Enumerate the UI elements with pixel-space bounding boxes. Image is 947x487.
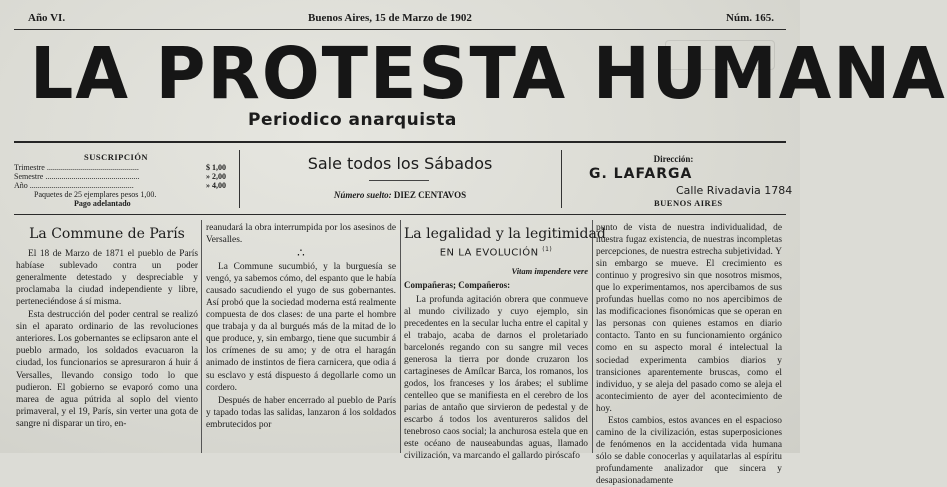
info-band: [14, 146, 793, 212]
direction-box: [561, 146, 793, 212]
column-rule: [592, 220, 593, 453]
direction-street: Calle Rivadavia 1784: [676, 184, 793, 197]
sale-rule: [369, 180, 429, 181]
subscription-price: » 4,00: [206, 181, 226, 190]
issue-year: Año VI.: [28, 12, 66, 24]
footnote-mark: (1): [542, 246, 553, 254]
column-rule: [400, 220, 401, 453]
article-title: La legalidad y la legitimidad: [404, 226, 606, 242]
article-subtitle-text: EN LA EVOLUCIÓN: [439, 247, 539, 259]
issue-number: Núm. 165.: [726, 12, 774, 24]
direction-city: BUENOS AIRES: [654, 198, 723, 208]
subscription-title: SUSCRIPCIÓN: [84, 152, 149, 162]
subscription-box: [14, 146, 239, 212]
article-title: La Commune de París: [29, 226, 185, 242]
column-2: [206, 222, 396, 453]
direction-name: G. LAFARGA: [589, 166, 693, 182]
subscription-price: $ 1,00: [206, 163, 226, 172]
column-3: [404, 222, 606, 462]
sale-box: [239, 146, 561, 212]
subscription-note: Paquetes de 25 ejemplares pesos 1,00.: [34, 190, 157, 199]
subscription-price: » 2,00: [206, 172, 226, 181]
article-paragraph: El 18 de Marzo de 1871 el pueblo de París habíase sublevado contra un poder generalmente detestado y despreciable y proclamaba la ciudad independiente y libre, perteneciéndose á sí misma.: [16, 249, 198, 308]
article-subtitle: [404, 244, 588, 259]
direction-title: Dirección:: [653, 154, 694, 164]
section-dots: ∴: [297, 246, 305, 261]
article-paragraph: Después de haber encerrado al pueblo de París y tapado todas las salidas, lanzaron á los soldados embrutecidos por: [206, 395, 396, 430]
masthead-rule: [14, 141, 786, 143]
article-paragraph: La Commune sucumbió, y la burguesía se vengó, ya sabemos cómo, del espanto que le había causado sacudiendo el yugo de sus gobernantes. Así probó que la sociedad moderna está realmente compuesta de dos clases: de una parte el hombre que trabaja y da al burgués más de la mitad de lo que produce, y, sin embargo, tiene que sucumbir á los crímenes de su amo; y de otra el haragán animado de instintos de fiera carnicera, que odia á su esclavo y está dispuesto á degollarle como un cordero.: [206, 262, 396, 393]
subscription-label: Año ....................................................: [14, 181, 134, 190]
subscription-payment: Pago adelantado: [74, 199, 131, 208]
single-issue-amount: DIEZ CENTAVOS: [393, 190, 467, 200]
issue-date: Buenos Aires, 15 de Marzo de 1902: [308, 12, 472, 24]
masthead-subtitle: Periodico anarquista: [248, 110, 457, 130]
single-issue-price: [239, 190, 561, 200]
article-paragraph: punto de vista de nuestra individualidad, de nuestra fugaz existencia, de nuestras incompletas percepciones, de nuestra estrecha subjetividad. Y sin embargo se mueve. El crecimiento es continuo y progresivo sin que nosotros mismos, que lo experimentamos, nos apercibamos de sus profundas huellas como no nos apercibimos de las modificaciones fisonómicas que se operan en las personas con quienes estamos en diario contacto. Tanto en su funcionamiento orgánico como en su aspecto moral é intelectual la sociedad experimenta cambios diarios y transiciones aparentemente bruscas, como el individuo, y se aleja del pasado como se aleja el acontecimiento de ayer del acontecimiento de hoy.: [596, 223, 782, 414]
band-rule: [14, 214, 786, 215]
article-greeting: Compañeras; Compañeros:: [404, 280, 511, 291]
single-issue-label: Número suelto:: [333, 190, 392, 200]
subscription-label: Trimestre ..............................................: [14, 163, 139, 172]
top-rule: [14, 29, 786, 30]
article-motto: Vitam impendere vere: [511, 266, 588, 277]
article-paragraph: Esta destrucción del poder central se realizó sin el aparato ordinario de las revoluciones anteriores. Los gobernantes se eclipsaron ante el pueblo armado, los soldados evacuaron la ciudad, los funcionarios se apresuraron á huir á Versalles, llevando consigo todo lo que pudieron. El gobierno se evaporó como una marea de agua pútrida al soplo del viento primaveral, y el 19, París, sin verter una gota de sangre ni disparar un tiro, en-: [16, 310, 198, 429]
column-rule: [201, 220, 202, 453]
column-1: [16, 222, 198, 453]
sale-days: Sale todos los Sábados: [307, 154, 493, 173]
article-paragraph: Estos cambios, estos avances en el espacioso camino de la civilización, estas superposiciones de fenómenos en la accidentada vida humana sólo se dable conocerlas y aquilatarlas al espíritu profundamente analizador que sincera y desapasionadamente: [596, 415, 782, 486]
top-line: [28, 12, 774, 28]
masthead-title: LA PROTESTA HUMANA: [30, 32, 947, 116]
subscription-label: Semestre ...............................................: [14, 172, 140, 181]
article-paragraph: La profunda agitación obrera que conmueve al mundo civilizado y cuyo ejemplo, sin precedentes en la secular lucha entre el capital y el trabajo, acaba de darnos el proletariado barcelonés regando con su sangre mil veces generosa la tierra por donde cruzaron los cartagineses de Amílcar Barca, los romanos, los godos, los franceses y los árabes; el sublime centelleo que se manifiesta en el cerebro de los parias de antaño que sirvieron de pedestal y de escarbo á todos los aventureros salidos del tenebroso caos social; la anchurosa estela que en este océano de nauseabundas aguas, llamado civilización, va marcando el gallardo piróscafo: [404, 294, 588, 462]
article-paragraph: reanudará la obra interrumpida por los asesinos de Versalles.: [206, 223, 396, 246]
column-4: [596, 222, 782, 486]
